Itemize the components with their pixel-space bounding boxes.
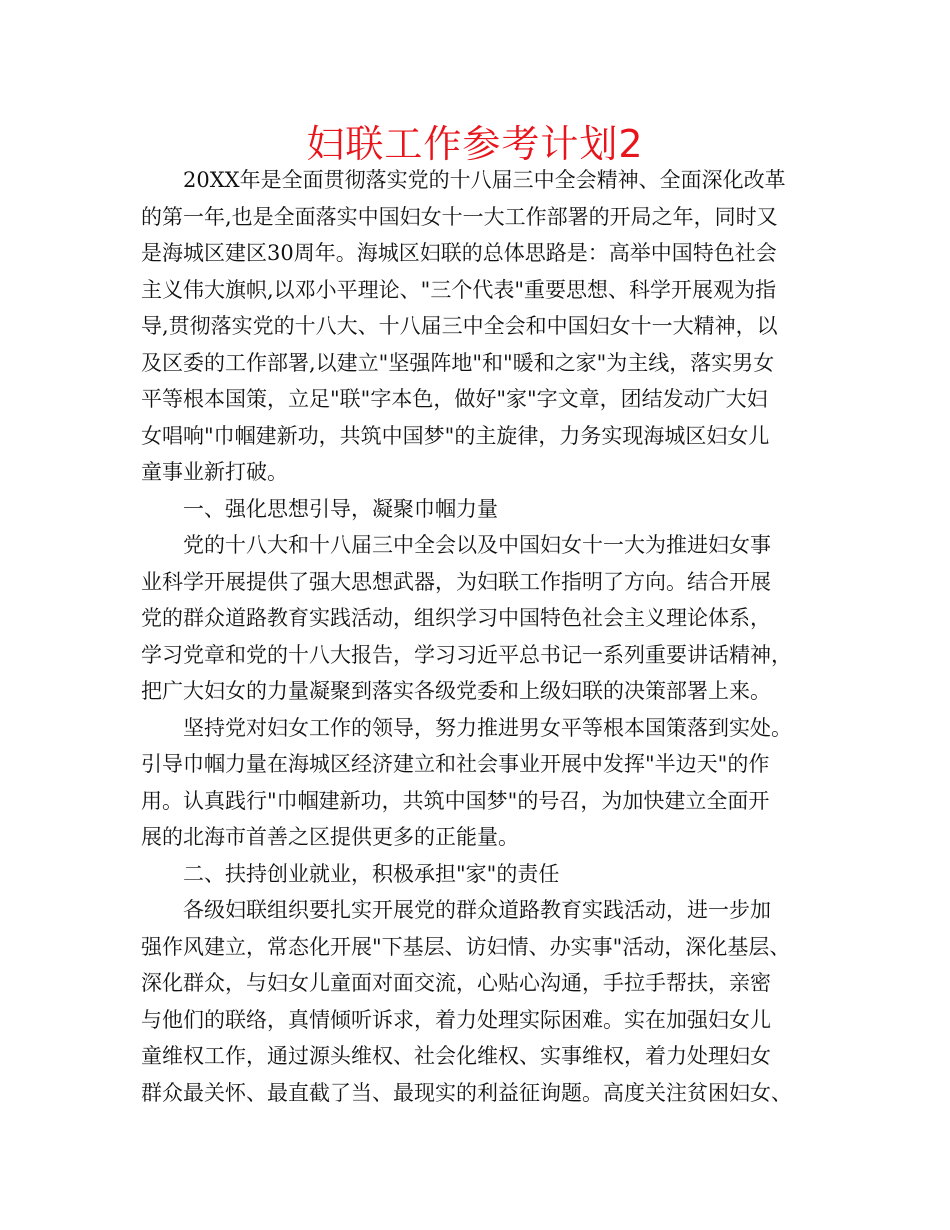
text-line: 主义伟大旗帜,以邓小平理论、"三个代表"重要思想、科学开展观为指	[141, 277, 776, 302]
text-line: 业科学开展提供了强大思想武器，为妇联工作指明了方向。结合开展	[141, 569, 771, 594]
text-line: 强作风建立，常态化开展"下基层、访妇情、办实事"活动，深化基层、	[141, 934, 791, 959]
text-line: 二、扶持创业就业，积极承担"家"的责任	[183, 861, 560, 886]
text-line: 的第一年,也是全面落实中国妇女十一大工作部署的开局之年，同时又	[141, 204, 778, 229]
text-line: 深化群众，与妇女儿童面对面交流，心贴心沟通，手拉手帮扶，亲密	[141, 971, 771, 995]
text-line: 学习党章和党的十八大报告，学习习近平总书记一系列重要讲话精神，	[141, 642, 792, 667]
text-line: 党的十八大和十八届三中全会以及中国妇女十一大为推进妇女事	[183, 533, 771, 557]
text-line: 群众最关怀、最直截了当、最现实的利益征询题。高度关注贫困妇女、	[141, 1080, 792, 1105]
text-line: 女唱响"巾帼建新功，共筑中国梦"的主旋律，力务实现海城区妇女儿	[141, 423, 770, 448]
text-line: 各级妇联组织要扎实开展党的群众道路教育实践活动，进一步加	[183, 898, 771, 922]
text-line: 童事业新打破。	[141, 460, 288, 484]
text-line: 一、强化思想引导，凝聚巾帼力量	[183, 496, 498, 521]
text-line: 展的北海市首善之区提供更多的正能量。	[141, 825, 519, 849]
text-line: 20XX年是全面贯彻落实党的十八届三中全会精神、全面深化改革	[183, 168, 786, 192]
text-line: 引导巾帼力量在海城区经济建立和社会事业开展中发挥"半边天"的作	[141, 752, 770, 776]
text-line: 坚持党对妇女工作的领导，努力推进男女平等根本国策落到实处。	[183, 715, 792, 740]
text-line: 及区委的工作部署,以建立"坚强阵地"和"暖和之家"为主线，落实男女	[141, 350, 775, 375]
document-title: 妇联工作参考计划2	[306, 122, 644, 166]
text-line: 导,贯彻落实党的十八大、十八届三中全会和中国妇女十一大精神，以	[141, 314, 778, 338]
text-line: 平等根本国策，立足"联"字本色，做好"家"字文章，团结发动广大妇	[141, 387, 768, 411]
text-line: 童维权工作，通过源头维权、社会化维权、实事维权，着力处理妇女	[141, 1044, 771, 1068]
document-body	[141, 162, 813, 1111]
text-line: 与他们的联络，真情倾听诉求，着力处理实际困难。实在加强妇女儿	[141, 1007, 771, 1032]
text-line: 党的群众道路教育实践活动，组织学习中国特色社会主义理论体系，	[141, 606, 771, 630]
text-line: 用。认真践行"巾帼建新功，共筑中国梦"的号召，为加快建立全面开	[141, 788, 770, 813]
text-line: 是海城区建区30周年。海城区妇联的总体思路是：高举中国特色社会	[141, 241, 777, 265]
text-line: 把广大妇女的力量凝聚到落实各级党委和上级妇联的决策部署上来。	[141, 679, 771, 703]
